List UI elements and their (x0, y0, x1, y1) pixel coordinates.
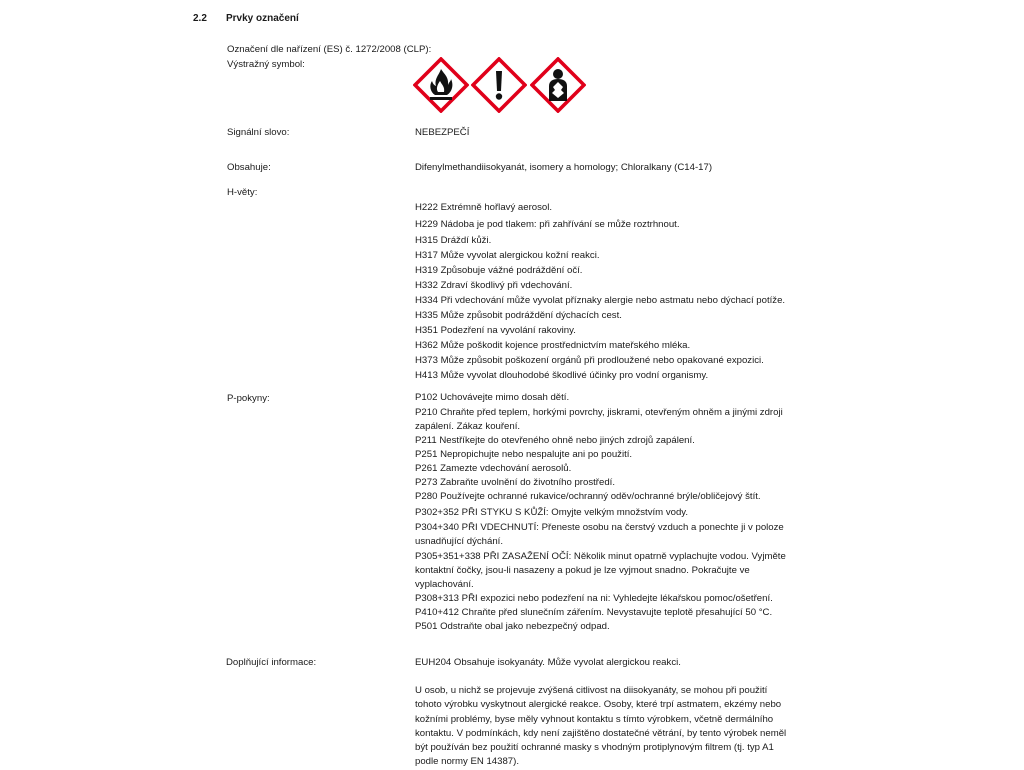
h-statement: H315 Dráždí kůži. (415, 234, 492, 246)
p-statement-line: usnadňující dýchání. (415, 536, 504, 547)
h-statement: H334 Při vdechování může vyvolat příznaky alergie nebo astmatu nebo dýchací potíže. (415, 294, 786, 306)
h-statements-label: H-věty: (227, 187, 258, 198)
h-statement: H229 Nádoba je pod tlakem: při zahřívání se může roztrhnout. (415, 219, 680, 230)
p-statement-line: P102 Uchovávejte mimo dosah dětí. (415, 392, 570, 403)
p-statement-line: P308+313 PŘI expozici nebo podezření na ni: Vyhledejte lékařskou pomoc/ošetření. (415, 593, 773, 604)
h-statement: H319 Způsobuje vážné podráždění očí. (415, 264, 583, 276)
supplementary-label: Doplňující informace: (226, 657, 317, 668)
section-title: Prvky označení (226, 13, 299, 24)
p-statement-line: kontaktní čočky, jsou-li nasazeny a pokud je lze vyjmout snadno. Pokračujte ve (415, 565, 750, 576)
contains-value: Difenylmethandiisokyanát, isomery a homology; Chloralkany (C14-17) (415, 162, 713, 173)
h-statement: H413 Může vyvolat dlouhodobé škodlivé účinky pro vodní organismy. (415, 369, 709, 381)
h-statements-list (415, 202, 785, 385)
h-statement: H222 Extrémně hořlavý aerosol. (415, 202, 553, 213)
p-statement-line: P261 Zamezte vdechování aerosolů. (415, 463, 572, 474)
h-statement: H362 Může poškodit kojence prostřednictvím mateřského mléka. (415, 339, 691, 351)
hazard-pictograms (413, 57, 593, 113)
exclamation-mark-icon (471, 57, 527, 113)
h-statement: H332 Zdraví škodlivý při vdechování. (415, 279, 573, 291)
p-statement-line: zapálení. Zákaz kouření. (415, 421, 521, 432)
h-statement: H335 Může způsobit podráždění dýchacích cest. (415, 309, 622, 321)
p-statement-line: P273 Zabraňte uvolnění do životního prostředí. (415, 477, 615, 488)
section-number: 2.2 (193, 13, 207, 24)
flame-icon (413, 57, 469, 113)
p-statement-line: P305+351+338 PŘI ZASAŽENÍ OČÍ: Několik minut opatrně vyplachujte vodou. Vyjměte (415, 551, 786, 562)
p-statements-label: P-pokyny: (227, 393, 270, 404)
signal-word-label: Signální slovo: (227, 127, 290, 138)
h-statement: H373 Může způsobit poškození orgánů při prodloužené nebo opakované expozici. (415, 354, 764, 366)
signal-word-value: NEBEZPEČÍ (415, 127, 470, 138)
h-statement: H351 Podezření na vyvolání rakoviny. (415, 324, 576, 336)
paragraph-line: být používán bez použití ochranné masky s vhodným protiplynovým filtrem (tj. typ A1 (415, 742, 774, 754)
p-statement-line: P302+352 PŘI STYKU S KŮŽÍ: Omyjte velkým množstvím vody. (415, 507, 689, 518)
p-statement-line: P251 Nepropichujte nebo nespalujte ani po použití. (415, 449, 633, 460)
p-statement-line: P304+340 PŘI VDECHNUTÍ: Přeneste osobu na čerstvý vzduch a ponechte ji v poloze (415, 522, 784, 533)
paragraph-line: podle normy EN 14387). (415, 756, 519, 768)
euh-statement: EUH204 Obsahuje isokyanáty. Může vyvolat alergickou reakci. (415, 657, 681, 668)
health-hazard-icon (530, 57, 586, 113)
p-statement-line: P280 Používejte ochranné rukavice/ochranný oděv/ochranné brýle/obličejový štít. (415, 491, 761, 502)
symbol-label: Výstražný symbol: (227, 59, 305, 70)
h-statement: H317 Může vyvolat alergickou kožní reakci. (415, 249, 600, 261)
contains-label: Obsahuje: (227, 162, 271, 173)
p-statements-list (415, 392, 786, 635)
p-statement-line: P501 Odstraňte obal jako nebezpečný odpad. (415, 621, 610, 632)
supplementary-paragraph (415, 684, 795, 770)
p-statement-line: vyplachování. (415, 578, 474, 590)
clp-label: Označení dle nařízení (ES) č. 1272/2008 (CLP): (227, 44, 432, 55)
paragraph-line: U osob, u nichž se projevuje zvýšená citlivost na diisokyanáty, se mohou při použití (415, 685, 768, 696)
paragraph-line: kontaktu. V podmínkách, kdy není zajištěno dostatečné větrání, by tento výrobek neměl (415, 727, 787, 739)
p-statement-line: P410+412 Chraňte před slunečním zářením. Nevystavujte teplotě přesahující 50 °C. (415, 607, 773, 618)
p-statement-line: P210 Chraňte před teplem, horkými povrchy, jiskrami, otevřeným ohněm a jinými zdroji (415, 406, 783, 418)
p-statement-line: P211 Nestříkejte do otevřeného ohně nebo jiných zdrojů zapálení. (415, 435, 695, 446)
paragraph-line: tohoto výrobku vyskytnout alergické reakce. Osoby, které trpí astmatem, ekzémy nebo (415, 699, 782, 711)
paragraph-line: kožními problémy, byse měly vyhnout kontaktu s tímto výrobkem, včetně dermálního (415, 713, 774, 725)
